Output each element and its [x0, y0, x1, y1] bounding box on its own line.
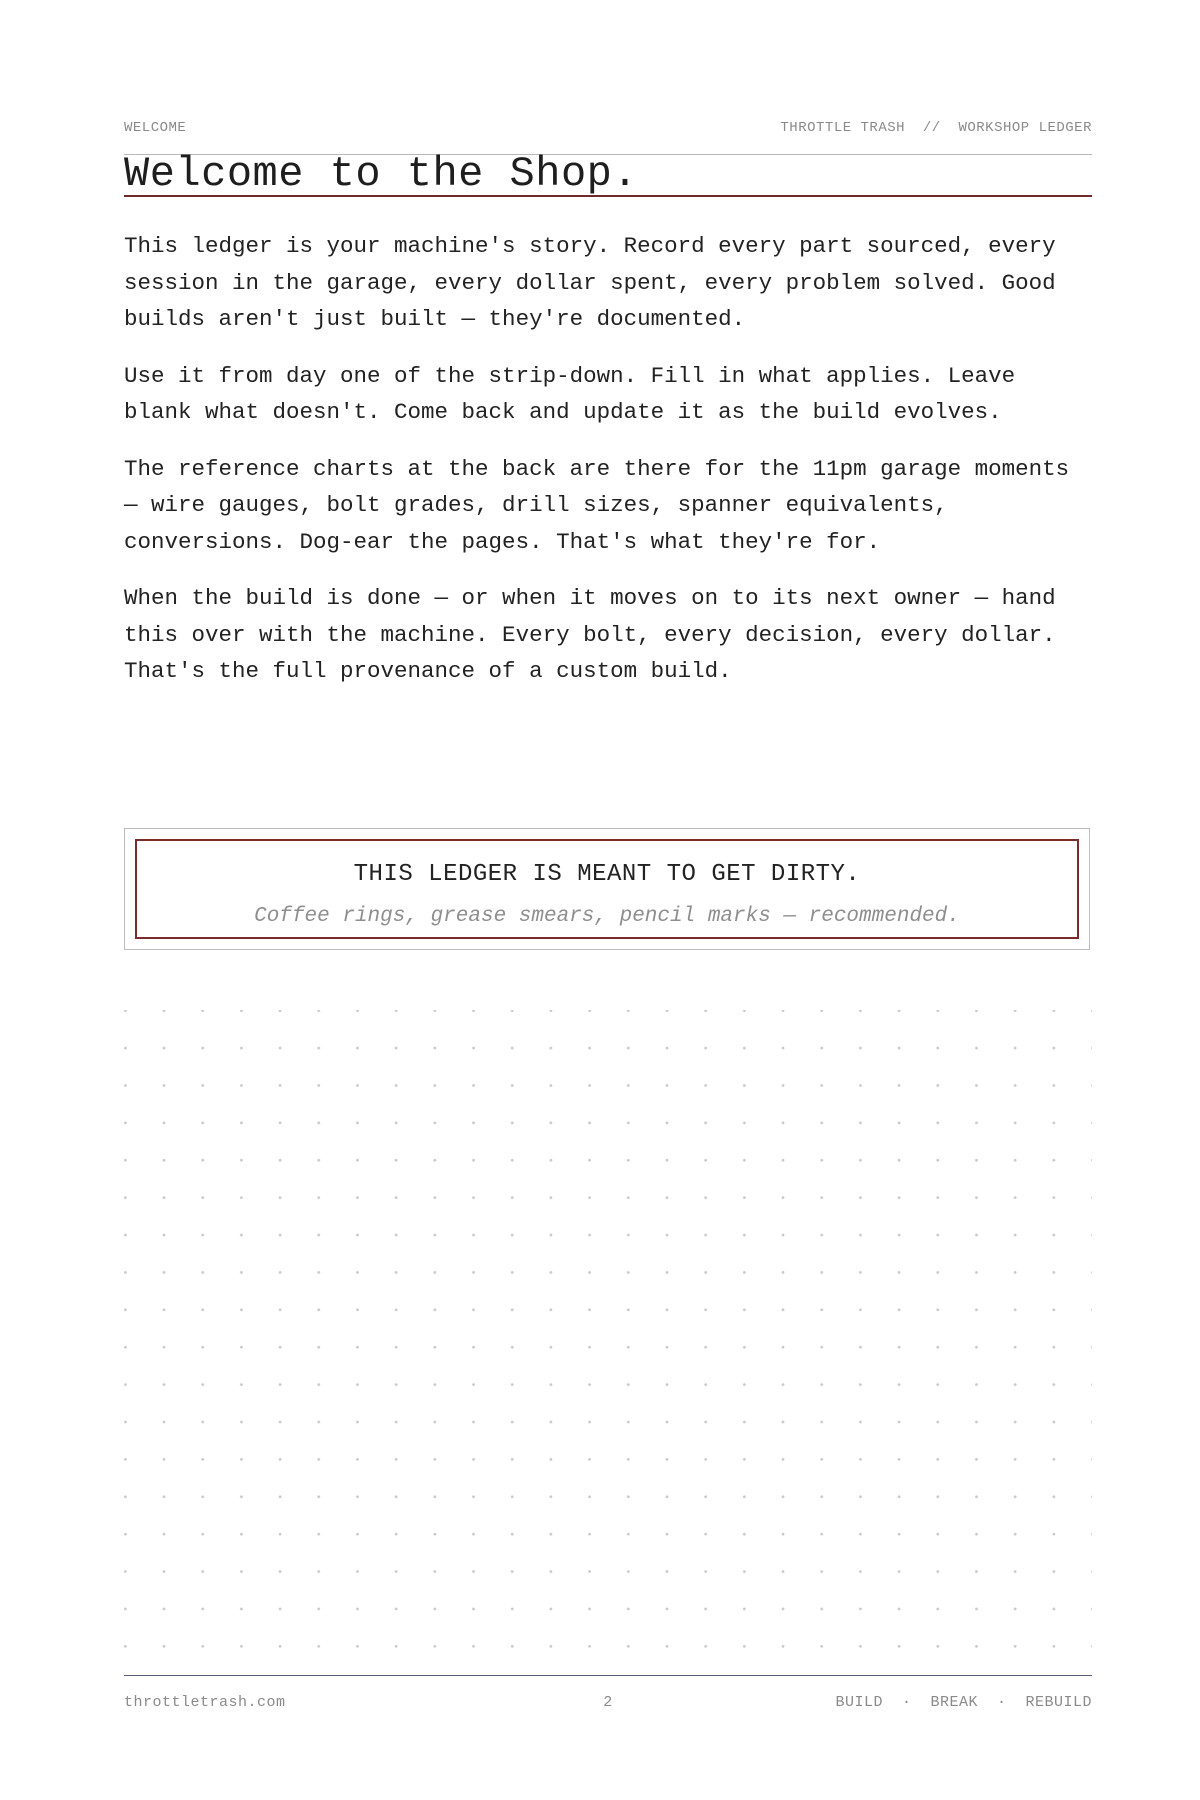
intro-body [124, 228, 1092, 710]
header-brand-line [780, 120, 1092, 136]
running-header [124, 120, 1092, 136]
intro-paragraph: The reference charts at the back are there for the 11pm garage moments — wire gauges, bolt grades, drill sizes, spanner equivalents, conversions. Dog-ear the pages. That's what they're for. [124, 455, 1070, 555]
page-number: 2 [603, 1694, 613, 1711]
footer-motto: BUILD · BREAK · REBUILD [835, 1694, 1092, 1711]
footer-site: throttletrash.com [124, 1694, 286, 1711]
dot-grid-notes-area [124, 1010, 1092, 1650]
brand-name: THROTTLE TRASH [780, 120, 906, 136]
callout-box [124, 828, 1090, 950]
callout-heading: THIS LEDGER IS MEANT TO GET DIRTY. [353, 861, 861, 888]
ledger-name: WORKSHOP LEDGER [958, 120, 1092, 136]
ledger-page [124, 0, 1092, 1800]
intro-paragraph: When the build is done — or when it moves on to its next owner — hand this over with the machine. Every bolt, every decision, every dollar. That's the full provenance of a custom build. [124, 585, 1056, 684]
intro-paragraph: This ledger is your machine's story. Record every part sourced, every session in the garage, every dollar spent, every problem solved. Good builds aren't just built — they're documented. [124, 233, 1056, 332]
callout-subtext: Coffee rings, grease smears, pencil marks — recommended. [254, 905, 960, 928]
footer-divider [124, 1675, 1092, 1676]
page-title: Welcome to the Shop. [124, 150, 639, 198]
header-separator: // [922, 120, 941, 136]
callout-inner-frame [135, 839, 1079, 939]
intro-paragraph: Use it from day one of the strip-down. Fill in what applies. Leave blank what doesn't. Come back and update it as the build evolves. [124, 362, 1016, 425]
title-underline [124, 195, 1092, 197]
section-label: WELCOME [124, 120, 187, 136]
